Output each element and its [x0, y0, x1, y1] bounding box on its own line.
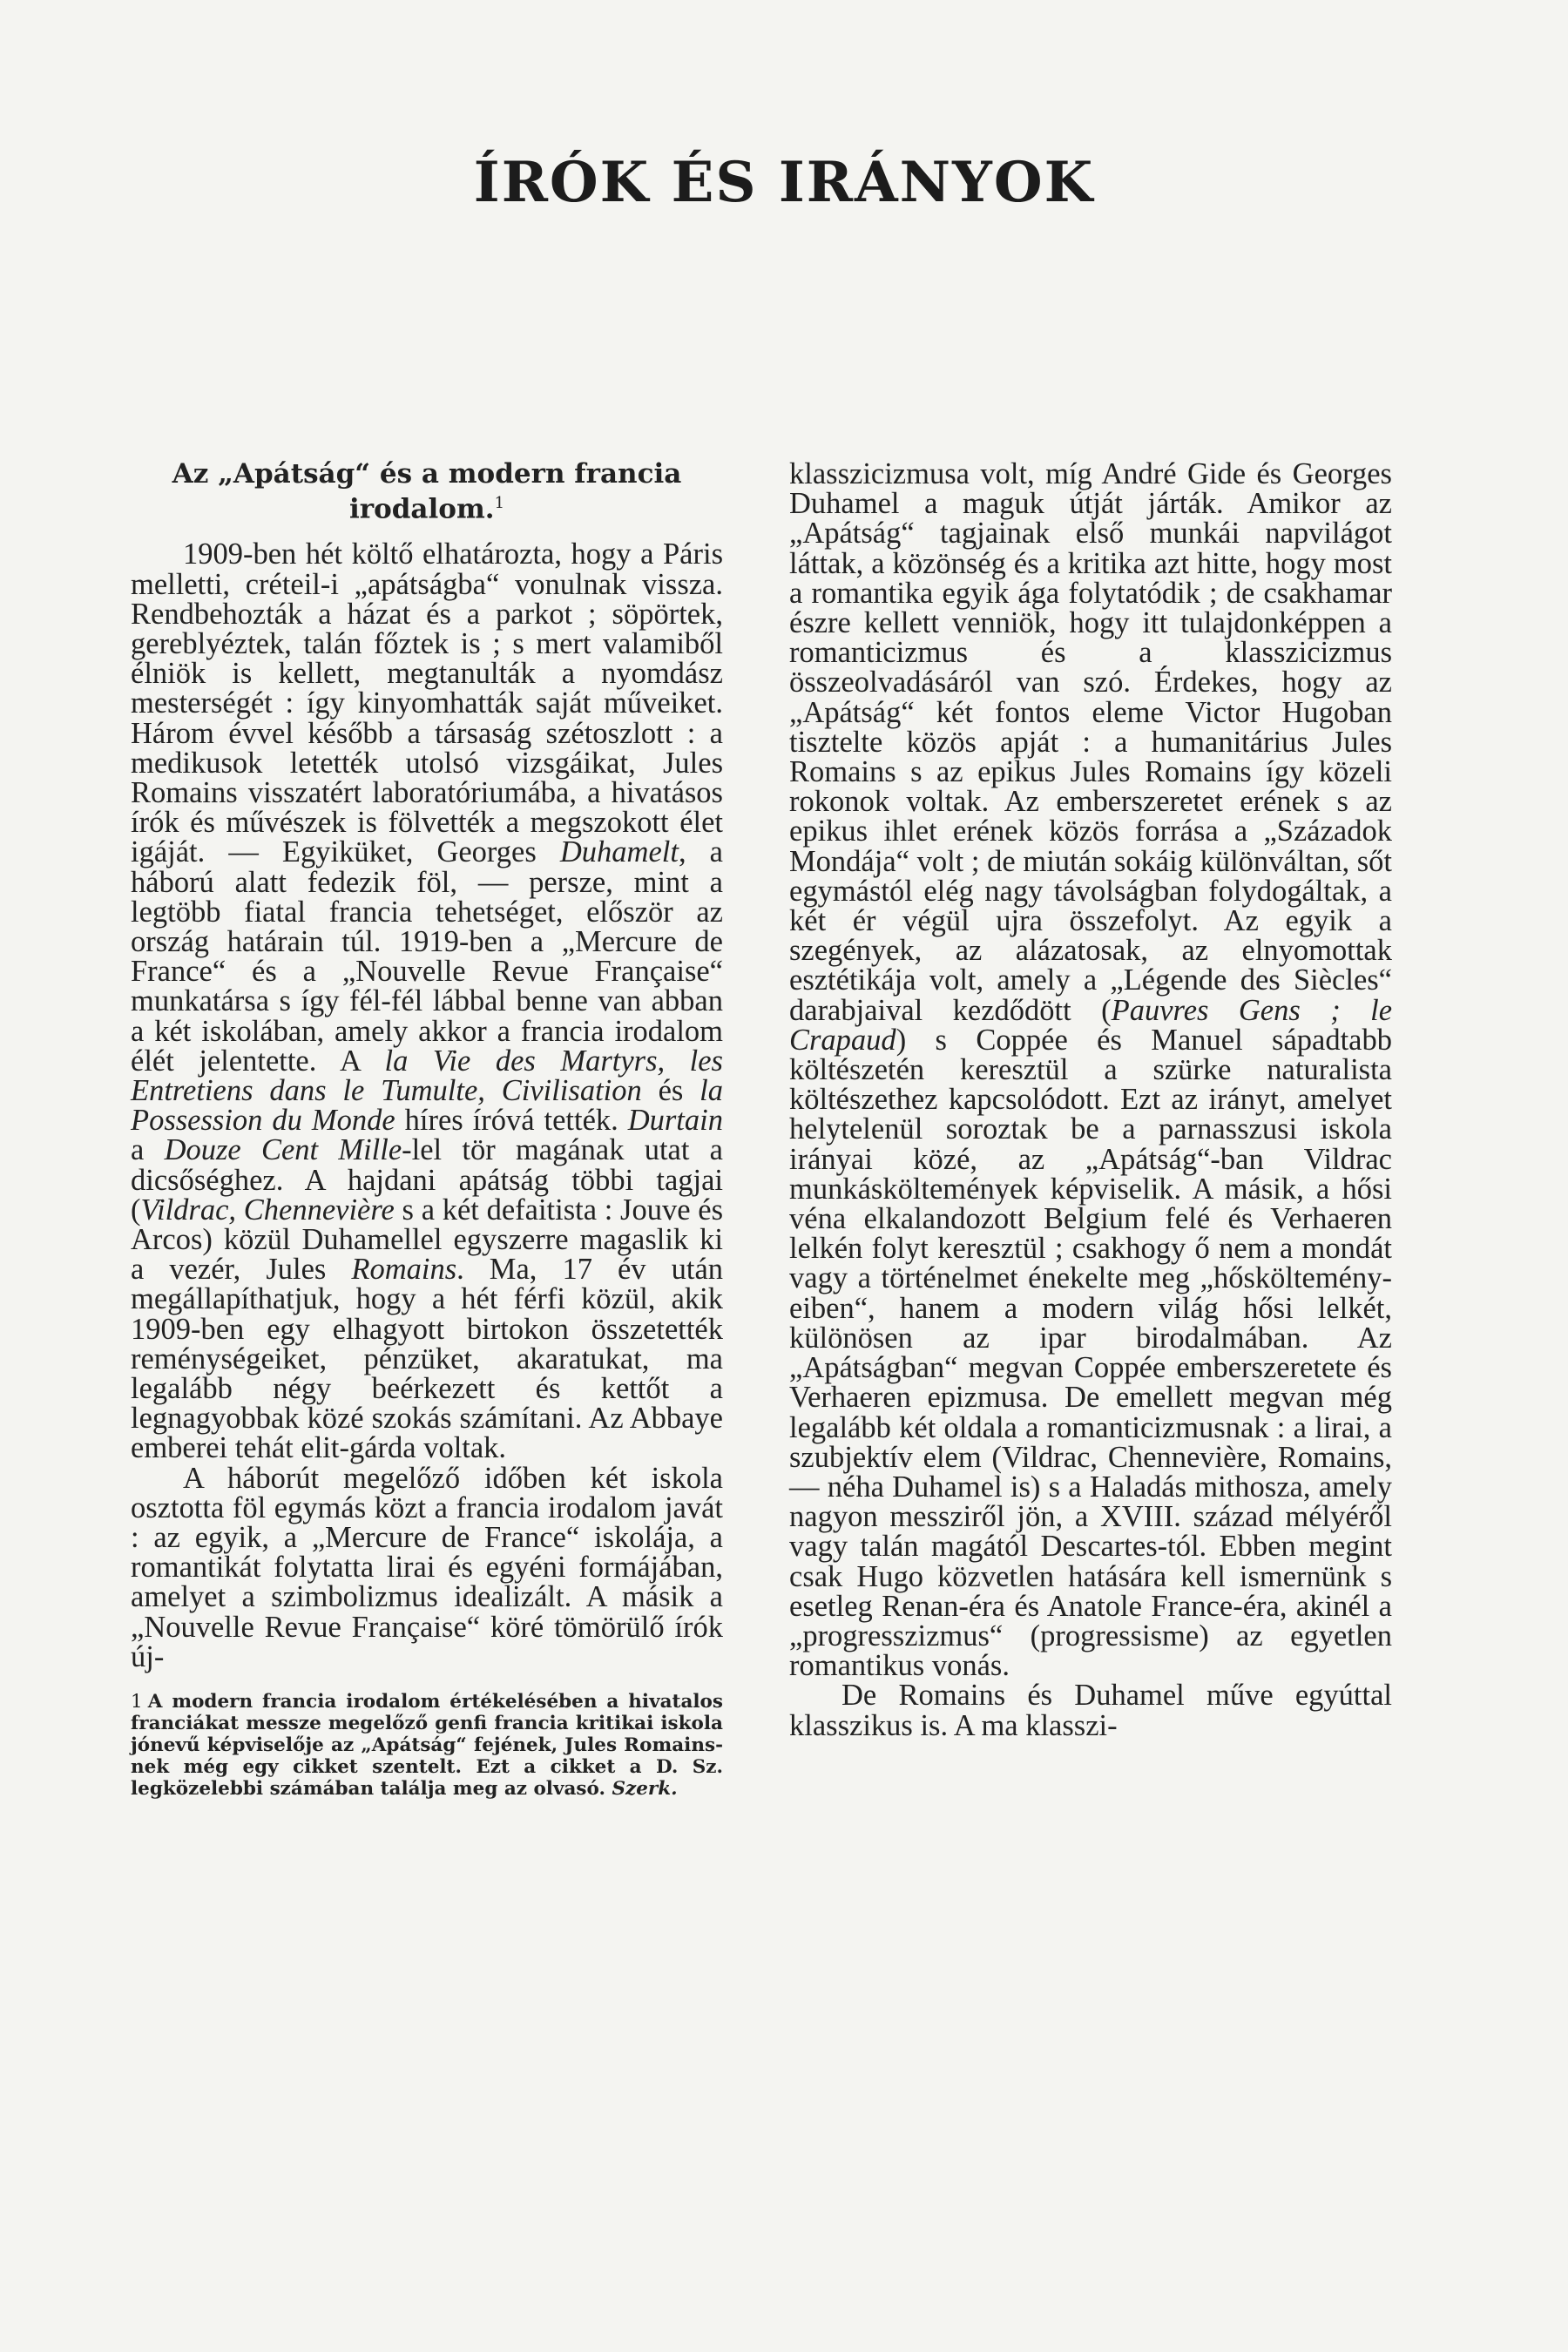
article-heading: [131, 459, 723, 524]
editor-signature: Szerk.: [612, 1778, 678, 1801]
footnote-reference: 1: [494, 494, 505, 512]
article-heading-text: Az „Apátság“ és a modern francia irodalom.: [172, 458, 682, 525]
page-title: ÍRÓK ÉS IRÁNYOK: [473, 150, 1095, 215]
right-column: [789, 459, 1392, 1740]
paragraph: A háborút megelőző időben két iskola osztotta föl egymás közt a francia irodalom javát : az egyik, a „Mercure de France“ iskolája, a romantikát folytatta lirai és egyéni formájában, amelyet a szimbolizmus idealizált. A másik a „Nouvelle Revue Française“ köré tömörülő írók új-: [131, 1461, 723, 1673]
footnote-mark: 1: [131, 1691, 143, 1713]
paragraph: De Romains és Duhamel műve egyúttal klasszikus is. A ma klasszi-: [789, 1679, 1392, 1742]
left-column: [131, 459, 723, 1800]
paragraph: 1909-ben hét költő elhatározta, hogy a Páris melletti, créteil-i „apátságba“ vonulnak vissza. Rendbehozták a házat és a parkot ; söpörtek, gereblyéztek, talán főztek is ; s mert valamiből élniök is kellett, megtanulták a nyomdász mesterségét : így kinyomhatták saját műveiket. Három évvel később a társaság szétoszlott : a medikusok letették utolsó vizsgáikat, Jules Romains visszatért laboratóriumába, a hivatásos írók és művészek is fölvették a megszokott élet igáját. — Egyiküket, Georges Duhamelt, a háború alatt fedezik föl, — persze, mint a legtöbb fiatal francia tehetséget, először az ország határain túl. 1919-ben a „Mercure de France“ és a „Nouvelle Revue Française“ munkatársa s így fél-fél lábbal benne van abban a két iskolában, amely akkor a francia irodalom élét jelentette. A la Vie des Martyrs, les Entretiens dans le Tumulte, Civilisation és la Possession du Monde híres íróvá tették. Durtain a Douze Cent Mille-lel tör magának utat a dicsőséghez. A hajdani apátság többi tagjai (Vildrac, Chennevière s a két defaitista : Jouve és Arcos) közül Duhamellel egyszerre magaslik ki a vezér, Jules Romains. Ma, 17 év után megállapíthatjuk, hogy a hét férfi közül, akik 1909-ben egy elhagyott birtokon összetették reménységeiket, pénzüket, akaratukat, ma legalább négy beérkezett és kettőt a legnagyobbak közé szokás számítani. Az Abbaye emberei tehát elit-gárda voltak.: [131, 537, 724, 1465]
italic-name: Durtain: [627, 1104, 723, 1138]
italic-name: Vildrac, Chennevière: [140, 1193, 395, 1227]
italic-title: la Vie des Martyrs, les Entretiens dans le Tumulte, Civilisation: [131, 1044, 723, 1107]
italic-title: Douze Cent Mille: [164, 1133, 402, 1167]
italic-title: la Possession du Monde: [131, 1073, 723, 1138]
italic-name: Romains: [351, 1253, 457, 1287]
italic-title: Pauvres Gens ; le Crapaud: [789, 993, 1393, 1057]
footnote: 1 A modern francia irodalom értékelésében a hivatalos franciákat messze megelőző genfi francia kritikai iskola jónevű képviselője az „Apátság“ fejének, Jules Romains-nek még egy cikket szentelt. Ezt a cikket a D. Sz. legközelebbi számában találja meg az olvasó. Szerk.: [131, 1691, 723, 1801]
italic-name: Duhamelt: [559, 835, 679, 869]
paragraph: klasszicizmusa volt, míg André Gide és Georges Duhamel a maguk útját járták. Amikor az „Apátság“ tagjainak első munkái napvilágot láttak, a közönség és a kritika azt hitte, hogy most a romantika egyik ága folytatódik ; de csakhamar észre kellett venniök, hogy itt tulajdonképpen a romanticizmus és a klasszicizmus összeolvadásáról van szó. Érdekes, hogy az „Apátság“ két fontos eleme Victor Hugoban tisztelte közös apját : a humanitárius Jules Romains s az epikus Jules Romains így közeli rokonok voltak. Az emberszeretet erének s az epikus ihlet erének közös forrása a „Századok Mondája“ volt ; de miután sokáig különváltan, sőt egymástól elég nagy távolságban folydogáltak, a két ér végül ujra összefolyt. Az egyik a szegények, az alázatosak, az elnyomottak esztétikája volt, amely a „Légende des Siècles“ darabjaival kezdődött (Pauvres Gens ; le Crapaud) s Coppée és Manuel sápadtabb költészetén keresztül a szürke naturalista költészethez kapcsolódott. Ezt az irányt, amelyet helytelenül soroztak be a parnasszusi iskola irányai közé, az „Apátság“-ban Vildrac munkásköltemények képviselik. A másik, a hősi véna elkalandozott Belgium felé és Verhaeren lelkén folyt keresztül ; csakhogy ő nem a mondát vagy a történelmet énekelte meg „hőskölteményeiben“, hanem a modern világ hősi lelkét, különösen az ipar birodalmában. Az „Apátságban“ megvan Coppée emberszeretete és Verhaeren epizmusa. De emellett megvan még legalább két oldala a romanticizmusnak : a lirai, a szubjektív elem (Vildrac, Chennevière, Romains, — néha Duhamel is) s a Haladás mithosza, amely nagyon messziről jön, a XVIII. század mélyéről vagy talán magától Descartes-tól. Ebben megint csak Hugo közvetlen hatására kell ismernünk s esetleg Renan-éra és Anatole France-éra, akinél a „progresszizmus“ (progressisme) az egyetlen romantikus vonás.: [789, 457, 1393, 1683]
